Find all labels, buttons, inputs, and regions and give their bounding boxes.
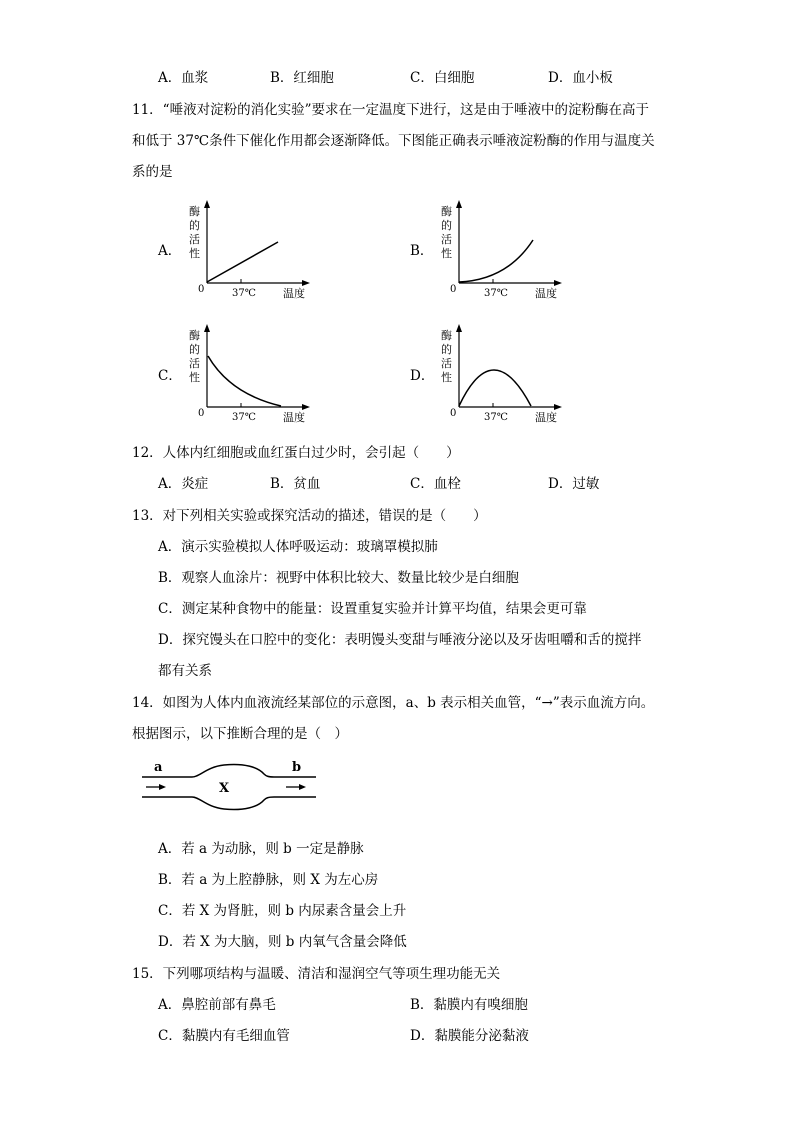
- q14-option-c[interactable]: C．若 X 为肾脏，则 b 内尿素含量会上升: [158, 903, 407, 919]
- blood-flow-diagram: [140, 758, 320, 820]
- q14-option-a[interactable]: A．若 a 为动脉，则 b 一定是静脉: [158, 841, 364, 857]
- q11-graph-b-label[interactable]: B．: [410, 243, 434, 259]
- ylabel-char: 酶: [441, 205, 452, 218]
- ylabel-char: 活: [189, 357, 200, 370]
- xlabel: 温度: [283, 287, 305, 300]
- q10-option-b[interactable]: B．红细胞: [270, 70, 334, 86]
- origin-label: 0: [450, 284, 457, 295]
- ylabel-char: 性: [189, 247, 200, 260]
- q13-option-d-cont: 都有关系: [158, 663, 212, 679]
- tick-label-37: 37℃: [232, 288, 256, 299]
- q11-stem-line-1: 11．“唾液对淀粉的消化实验”要求在一定温度下进行，这是由于唾液中的淀粉酶在高于: [132, 102, 649, 118]
- q13-option-d[interactable]: D．探究馒头在口腔中的变化：表明馒头变甜与唾液分泌以及牙齿咀嚼和舌的搅拌: [158, 632, 642, 648]
- graph-d-curve: [459, 370, 531, 406]
- ylabel-char: 性: [441, 247, 452, 260]
- q10-option-c[interactable]: C．白细胞: [410, 70, 475, 86]
- q11-graph-b: [432, 198, 572, 302]
- tick-label-37: 37℃: [484, 288, 508, 299]
- q12-option-c[interactable]: C．血栓: [410, 476, 461, 492]
- q15-stem: 15．下列哪项结构与温暖、清洁和湿润空气等项生理功能无关: [132, 966, 501, 982]
- ylabel-char: 的: [189, 343, 200, 356]
- organ-x-label: X: [219, 781, 230, 796]
- q15-option-a[interactable]: A．鼻腔前部有鼻毛: [158, 997, 276, 1013]
- q13-option-a[interactable]: A．演示实验模拟人体呼吸运动：玻璃罩模拟肺: [158, 539, 438, 555]
- q14-stem-line-1: 14．如图为人体内血液流经某部位的示意图，a、b 表示相关血管，“→”表示血流方向。: [132, 695, 655, 711]
- q12-option-b[interactable]: B．贫血: [270, 476, 321, 492]
- ylabel-char: 的: [441, 343, 452, 356]
- ylabel-char: 酶: [441, 329, 452, 342]
- ylabel-char: 活: [441, 233, 452, 246]
- vessel-b-label: b: [292, 760, 302, 775]
- q11-graph-c: [180, 322, 320, 426]
- q14-option-b[interactable]: B．若 a 为上腔静脉，则 X 为左心房: [158, 872, 379, 888]
- q11-graph-a: [180, 198, 320, 302]
- q15-option-b[interactable]: B．黏膜内有嗅细胞: [410, 997, 528, 1013]
- q13-stem: 13．对下列相关实验或探究活动的描述，错误的是（ ）: [132, 508, 487, 524]
- ylabel-char: 性: [441, 371, 452, 384]
- ylabel-char: 性: [189, 371, 200, 384]
- tick-label-37: 37℃: [484, 412, 508, 423]
- xlabel: 温度: [283, 411, 305, 424]
- xlabel: 温度: [535, 287, 557, 300]
- ylabel-char: 酶: [189, 329, 200, 342]
- q13-option-b[interactable]: B．观察人血涂片：视野中体积比较大、数量比较少是白细胞: [158, 570, 519, 586]
- q15-option-c[interactable]: C．黏膜内有毛细血管: [158, 1028, 290, 1044]
- ylabel-char: 酶: [189, 205, 200, 218]
- q12-stem: 12．人体内红细胞或血红蛋白过少时，会引起（ ）: [132, 445, 460, 461]
- q14-stem-line-2: 根据图示，以下推断合理的是（ ）: [132, 726, 348, 742]
- ylabel-char: 的: [441, 219, 452, 232]
- origin-label: 0: [198, 408, 205, 419]
- graph-c-curve: [208, 356, 281, 406]
- q11-graph-a-label[interactable]: A．: [158, 243, 182, 259]
- origin-label: 0: [198, 284, 205, 295]
- q13-option-c[interactable]: C．测定某种食物中的能量：设置重复实验并计算平均值，结果会更可靠: [158, 601, 587, 617]
- q15-option-d[interactable]: D．黏膜能分泌黏液: [410, 1028, 529, 1044]
- xlabel: 温度: [535, 411, 557, 424]
- ylabel-char: 的: [189, 219, 200, 232]
- q11-stem-line-2: 和低于 37℃条件下催化作用都会逐渐降低。下图能正确表示唾液淀粉酶的作用与温度关: [132, 133, 655, 149]
- q12-option-d[interactable]: D．过敏: [548, 476, 600, 492]
- ylabel-char: 活: [441, 357, 452, 370]
- q11-graph-d: [432, 322, 572, 426]
- q11-graph-c-label[interactable]: C．: [158, 368, 182, 384]
- origin-label: 0: [450, 408, 457, 419]
- q10-option-d[interactable]: D．血小板: [548, 70, 613, 86]
- ylabel-char: 活: [189, 233, 200, 246]
- graph-b-curve: [459, 240, 533, 282]
- tick-label-37: 37℃: [232, 412, 256, 423]
- q12-option-a[interactable]: A．炎症: [158, 476, 209, 492]
- vessel-a-label: a: [154, 760, 163, 775]
- q11-stem-line-3: 系的是: [132, 164, 173, 180]
- graph-a-curve: [207, 242, 278, 282]
- q14-option-d[interactable]: D．若 X 为大脑，则 b 内氧气含量会降低: [158, 934, 407, 950]
- q10-option-a[interactable]: A．血浆: [158, 70, 209, 86]
- q11-graph-d-label[interactable]: D．: [410, 368, 435, 384]
